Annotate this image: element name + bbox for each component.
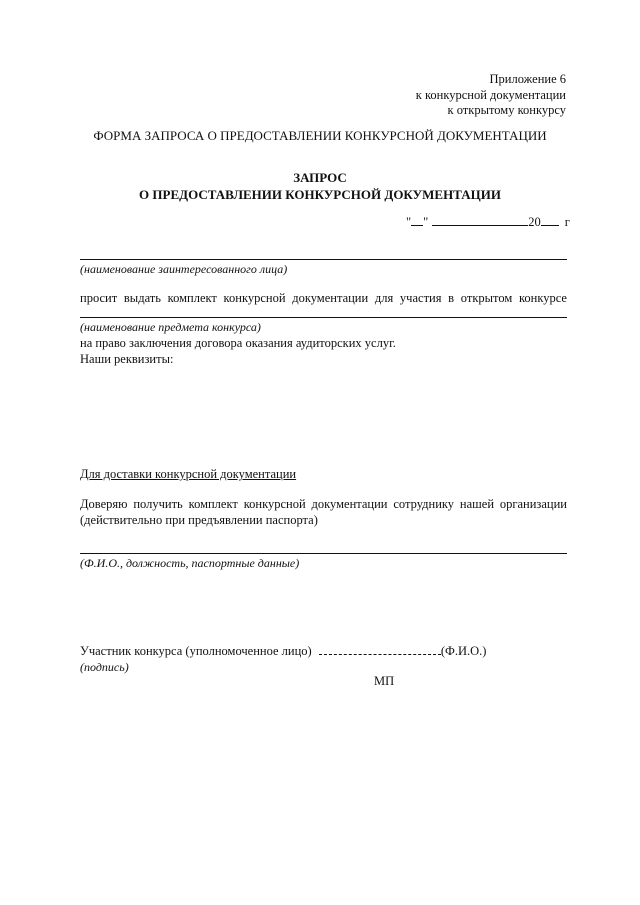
appendix-line-2: к конкурсной документации <box>415 87 566 102</box>
form-title: ФОРМА ЗАПРОСА О ПРЕДОСТАВЛЕНИИ КОНКУРСНОЙ ДОКУМЕНТАЦИИ <box>93 128 547 143</box>
subject-caption: (наименование предмета конкурса) <box>80 320 261 334</box>
requisites-label: Наши реквизиты: <box>80 352 174 366</box>
interested-party-line <box>80 259 567 260</box>
appendix-line-1: Приложение 6 <box>489 72 566 86</box>
day-blank <box>411 225 423 226</box>
year-blank <box>541 225 559 226</box>
fio-label: (Ф.И.О.) <box>440 644 487 658</box>
participant-label: Участник конкурса (уполномоченное лицо) <box>80 644 312 658</box>
interested-party-caption: (наименование заинтересованного лица) <box>80 262 288 276</box>
month-blank <box>432 225 528 226</box>
employee-line <box>80 553 567 554</box>
request-text: просит выдать комплект конкурсной документации для участия в открытом конкурсе <box>80 291 567 305</box>
sign-caption: (подпись) <box>80 660 129 674</box>
subject-line <box>80 317 567 318</box>
request-title: ЗАПРОС <box>293 170 347 185</box>
request-subtitle: О ПРЕДОСТАВЛЕНИИ КОНКУРСНОЙ ДОКУМЕНТАЦИИ <box>139 187 501 202</box>
signature-blank <box>319 654 441 655</box>
trust-text: Доверяю получить комплект конкурсной документации сотруднику нашей организации <box>80 497 567 511</box>
date-quote-close: " <box>423 215 429 229</box>
date-quote-open: " <box>406 215 412 229</box>
year-suffix: г <box>564 215 570 229</box>
signature-line <box>80 644 486 660</box>
appendix-line-3: к открытому конкурсу <box>447 103 566 118</box>
year-prefix: 20 <box>528 215 541 229</box>
employee-caption: (Ф.И.О., должность, паспортные данные) <box>80 556 300 570</box>
seal-label: МП <box>374 674 395 688</box>
trust-note: (действительно при предъявлении паспорта) <box>80 513 318 527</box>
delivery-heading: Для доставки конкурсной документации <box>80 467 297 481</box>
appendix-block <box>416 72 566 119</box>
contract-text: на право заключения договора оказания аудиторских услуг. <box>80 336 396 350</box>
date-line <box>406 215 570 231</box>
